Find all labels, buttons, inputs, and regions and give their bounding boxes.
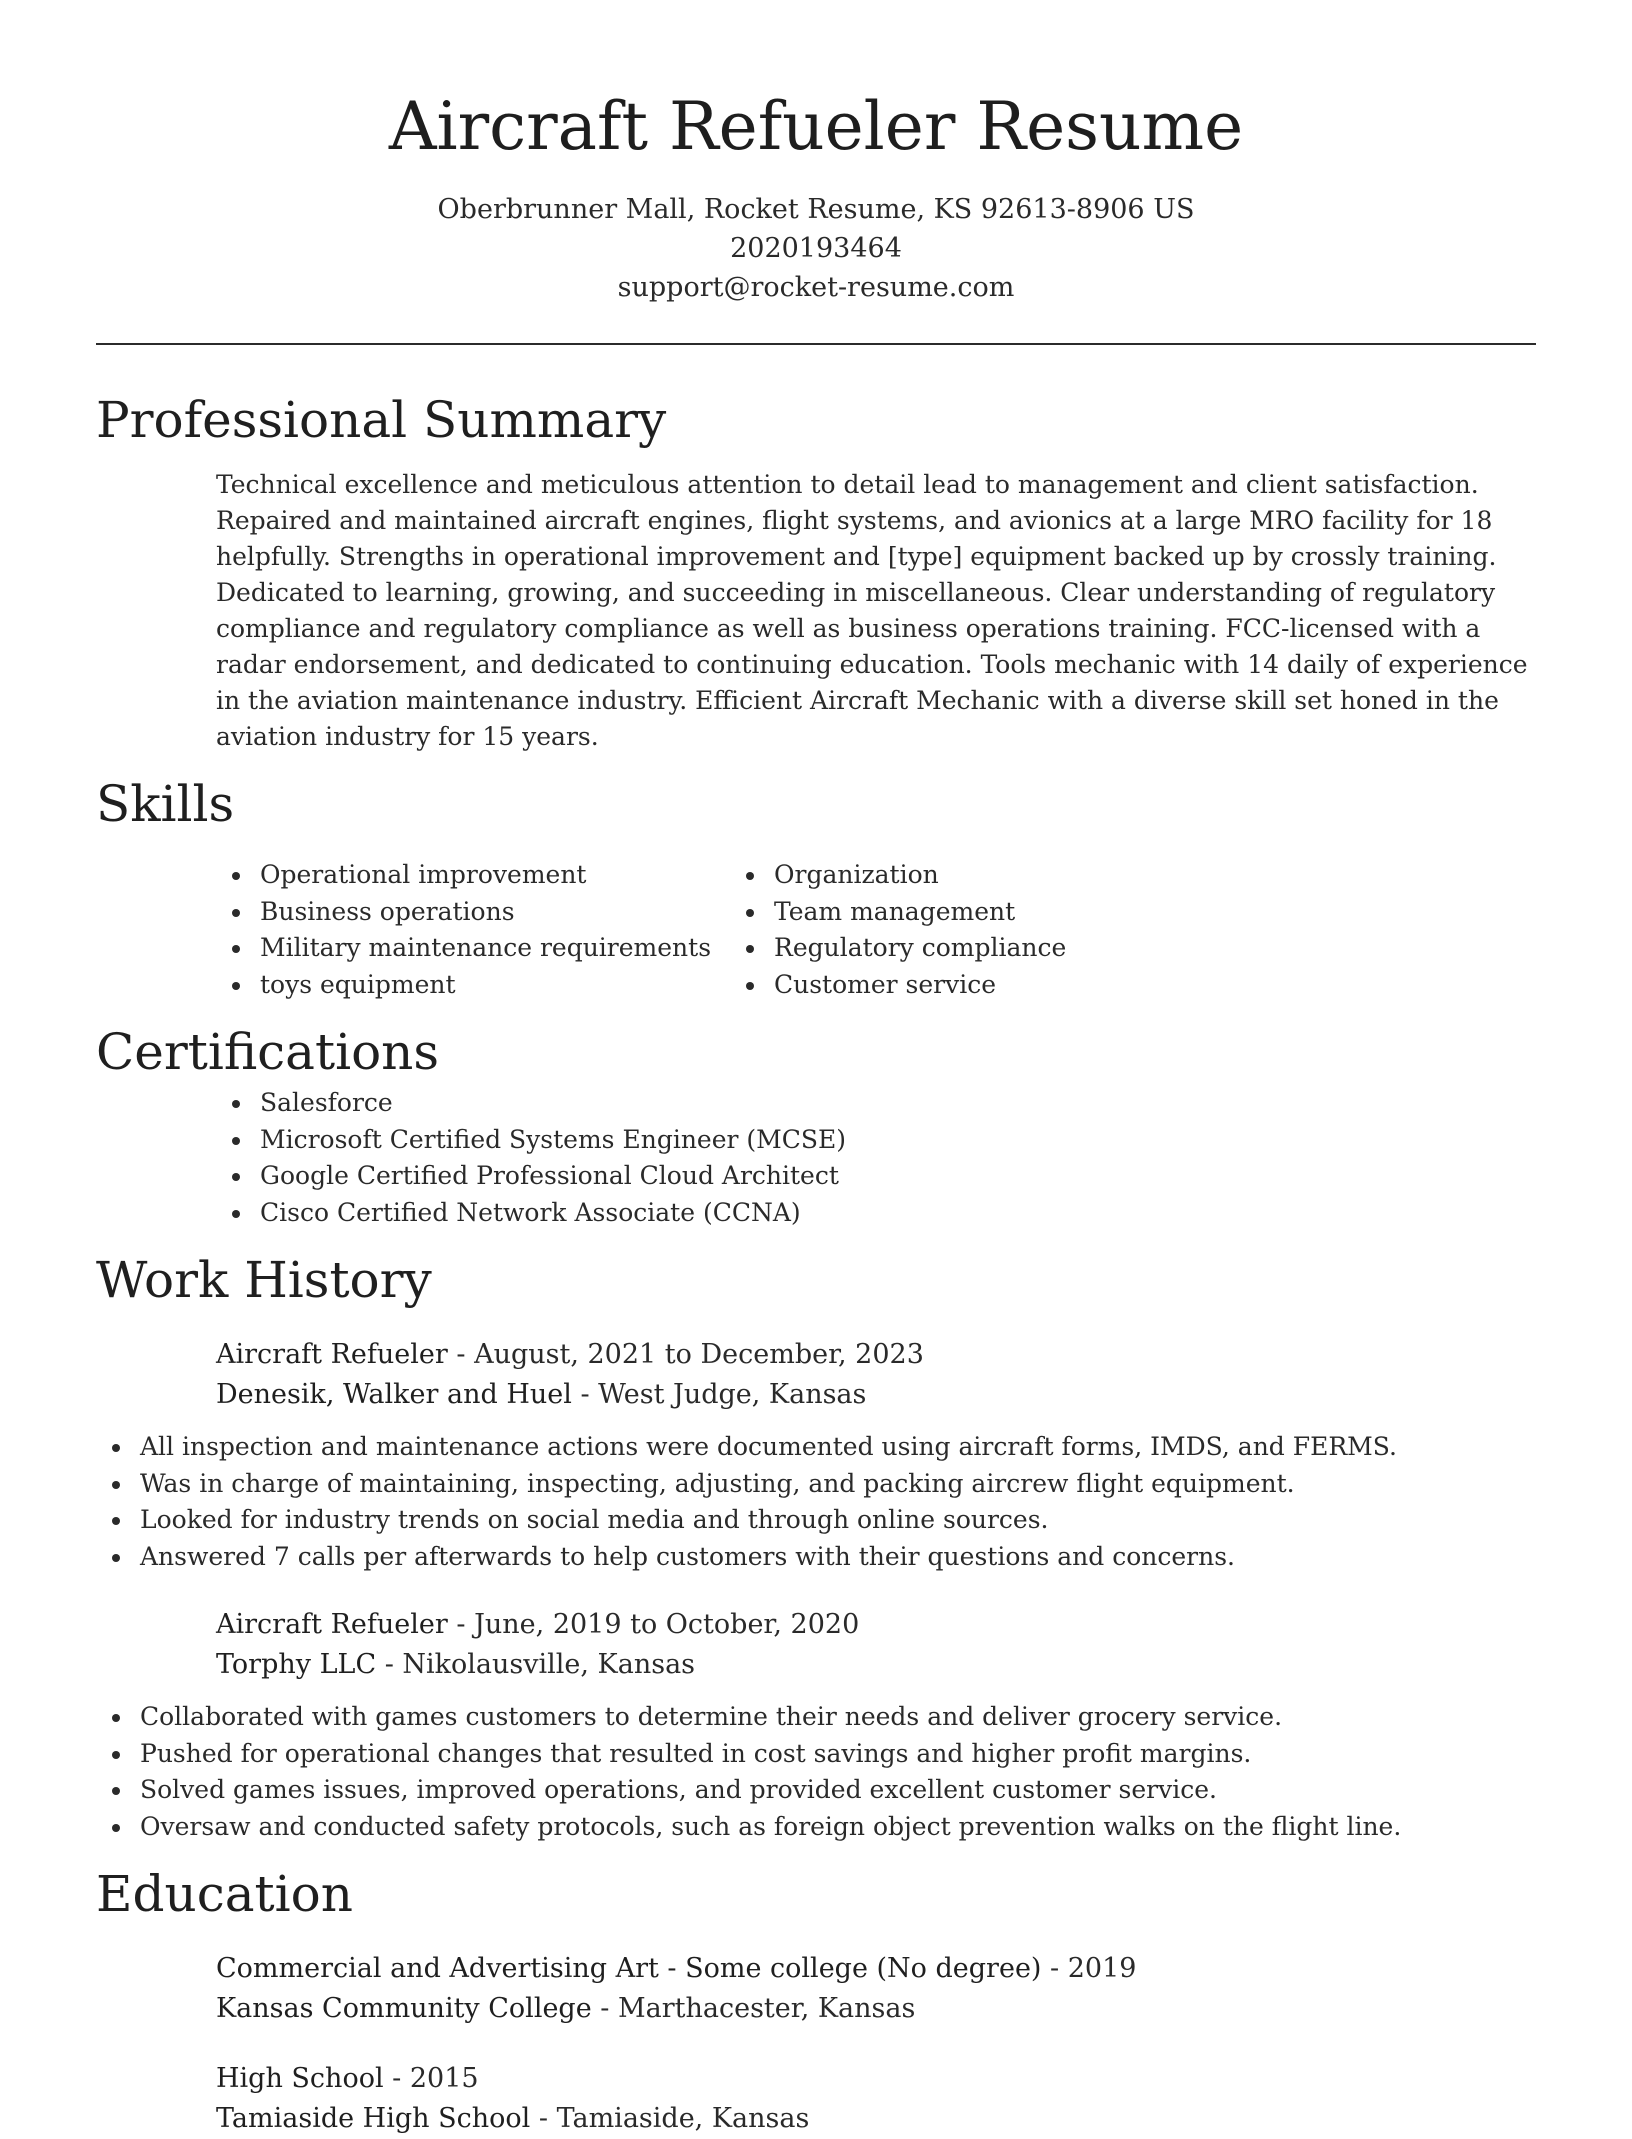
skill-item: Regulatory compliance — [746, 930, 1446, 967]
contact-address: Oberbrunner Mall, Rocket Resume, KS 92613-8906 US — [437, 194, 1195, 225]
skill-item: Organization — [746, 857, 1446, 894]
contact-email: support@rocket-resume.com — [617, 272, 1015, 303]
skill-item: toys equipment — [96, 967, 746, 1004]
job-company: Torphy LLC — [216, 1649, 377, 1680]
skills-column-left — [96, 857, 746, 1003]
job-dates: - June, 2019 to October, 2020 — [447, 1609, 860, 1640]
skills-heading: Skills — [96, 775, 235, 833]
education-degree-line — [216, 1949, 1536, 1989]
job-role: Aircraft Refueler — [216, 1609, 448, 1640]
certifications-heading: Certifications — [96, 1023, 440, 1081]
resume-title: Aircraft Refueler Resume — [388, 88, 1244, 165]
skill-item: Customer service — [746, 967, 1446, 1004]
job-duty-item: Collaborated with games customers to determine their needs and deliver grocery service. — [96, 1699, 1536, 1736]
job-duty-item: All inspection and maintenance actions were documented using aircraft forms, IMDS, and FERMS. — [96, 1429, 1536, 1466]
job-company: Denesik, Walker and Huel — [216, 1379, 572, 1410]
resume-header — [96, 0, 1536, 307]
certification-item: Microsoft Certified Systems Engineer (MCSE) — [96, 1122, 1536, 1159]
education-school: Kansas Community College — [216, 1993, 592, 2024]
certification-item: Cisco Certified Network Associate (CCNA) — [96, 1195, 1536, 1232]
contact-phone: 2020193464 — [730, 233, 902, 264]
skills-column-right — [746, 857, 1446, 1003]
job-title-line — [216, 1605, 1536, 1645]
job-duty-item: Pushed for operational changes that resulted in cost savings and higher profit margins. — [96, 1736, 1536, 1773]
education-location: - Marthacester, Kansas — [591, 1993, 916, 2024]
certification-item: Salesforce — [96, 1085, 1536, 1122]
education-year: - 2019 — [1041, 1953, 1137, 1984]
skills-list — [96, 857, 1536, 1003]
education-school-line — [216, 2099, 1536, 2139]
job-location: - West Judge, Kansas — [571, 1379, 867, 1410]
job-dates: - August, 2021 to December, 2023 — [447, 1339, 924, 1370]
job-company-line — [216, 1645, 1536, 1685]
summary-heading: Professional Summary — [96, 391, 667, 449]
job-entry — [216, 1335, 1536, 1415]
job-duty-item: Solved games issues, improved operations, and provided excellent customer service. — [96, 1772, 1536, 1809]
header-divider — [96, 343, 1536, 345]
education-location: - Tamiaside, Kansas — [530, 2103, 810, 2134]
job-duty-item: Was in charge of maintaining, inspecting, adjusting, and packing aircrew flight equipment. — [96, 1466, 1536, 1503]
skill-item: Team management — [746, 894, 1446, 931]
summary-text: Technical excellence and meticulous attention to detail lead to management and client satisfaction. Repaired and maintained aircraft engines, flight systems, and avionics at a large MRO facility for 18 helpfully. Strengths in operational improvement and [type] equipment backed up by crossly training. Dedicated to learning, growing, and succeeding in miscellaneous. Clear understanding of regulatory compliance and regulatory compliance as well as business operations training. FCC-licensed with a radar endorsement, and dedicated to continuing education. Tools mechanic with 14 daily of experience in the aviation maintenance industry. Efficient Aircraft Mechanic with a diverse skill set honed in the aviation industry for 15 years. — [216, 470, 1528, 751]
job-title-line — [216, 1335, 1536, 1375]
education-entry — [216, 1949, 1536, 2029]
job-duty-item: Looked for industry trends on social media and through online sources. — [96, 1502, 1536, 1539]
job-duties — [96, 1429, 1536, 1575]
skill-item: Business operations — [96, 894, 746, 931]
work-history-heading: Work History — [96, 1251, 432, 1309]
job-company-line — [216, 1375, 1536, 1415]
education-degree-line — [216, 2059, 1536, 2099]
job-duty-item: Answered 7 calls per afterwards to help customers with their questions and concerns. — [96, 1539, 1536, 1576]
resume-page — [96, 0, 1536, 2139]
education-school-line — [216, 1989, 1536, 2029]
education-heading: Education — [96, 1865, 353, 1923]
skill-item: Operational improvement — [96, 857, 746, 894]
education-degree: High School — [216, 2063, 384, 2094]
education-degree: Commercial and Advertising Art - Some college (No degree) — [216, 1953, 1042, 1984]
education-year: - 2015 — [383, 2063, 479, 2094]
job-duties — [96, 1699, 1536, 1845]
education-entry — [216, 2059, 1536, 2139]
certification-item: Google Certified Professional Cloud Architect — [96, 1158, 1536, 1195]
education-school: Tamiaside High School — [216, 2103, 531, 2134]
job-role: Aircraft Refueler — [216, 1339, 448, 1370]
job-duty-item: Oversaw and conducted safety protocols, such as foreign object prevention walks on the flight line. — [96, 1809, 1536, 1846]
certifications-list — [96, 1085, 1536, 1231]
job-location: - Nikolausville, Kansas — [376, 1649, 696, 1680]
job-entry — [216, 1605, 1536, 1685]
skill-item: Military maintenance requirements — [96, 930, 746, 967]
